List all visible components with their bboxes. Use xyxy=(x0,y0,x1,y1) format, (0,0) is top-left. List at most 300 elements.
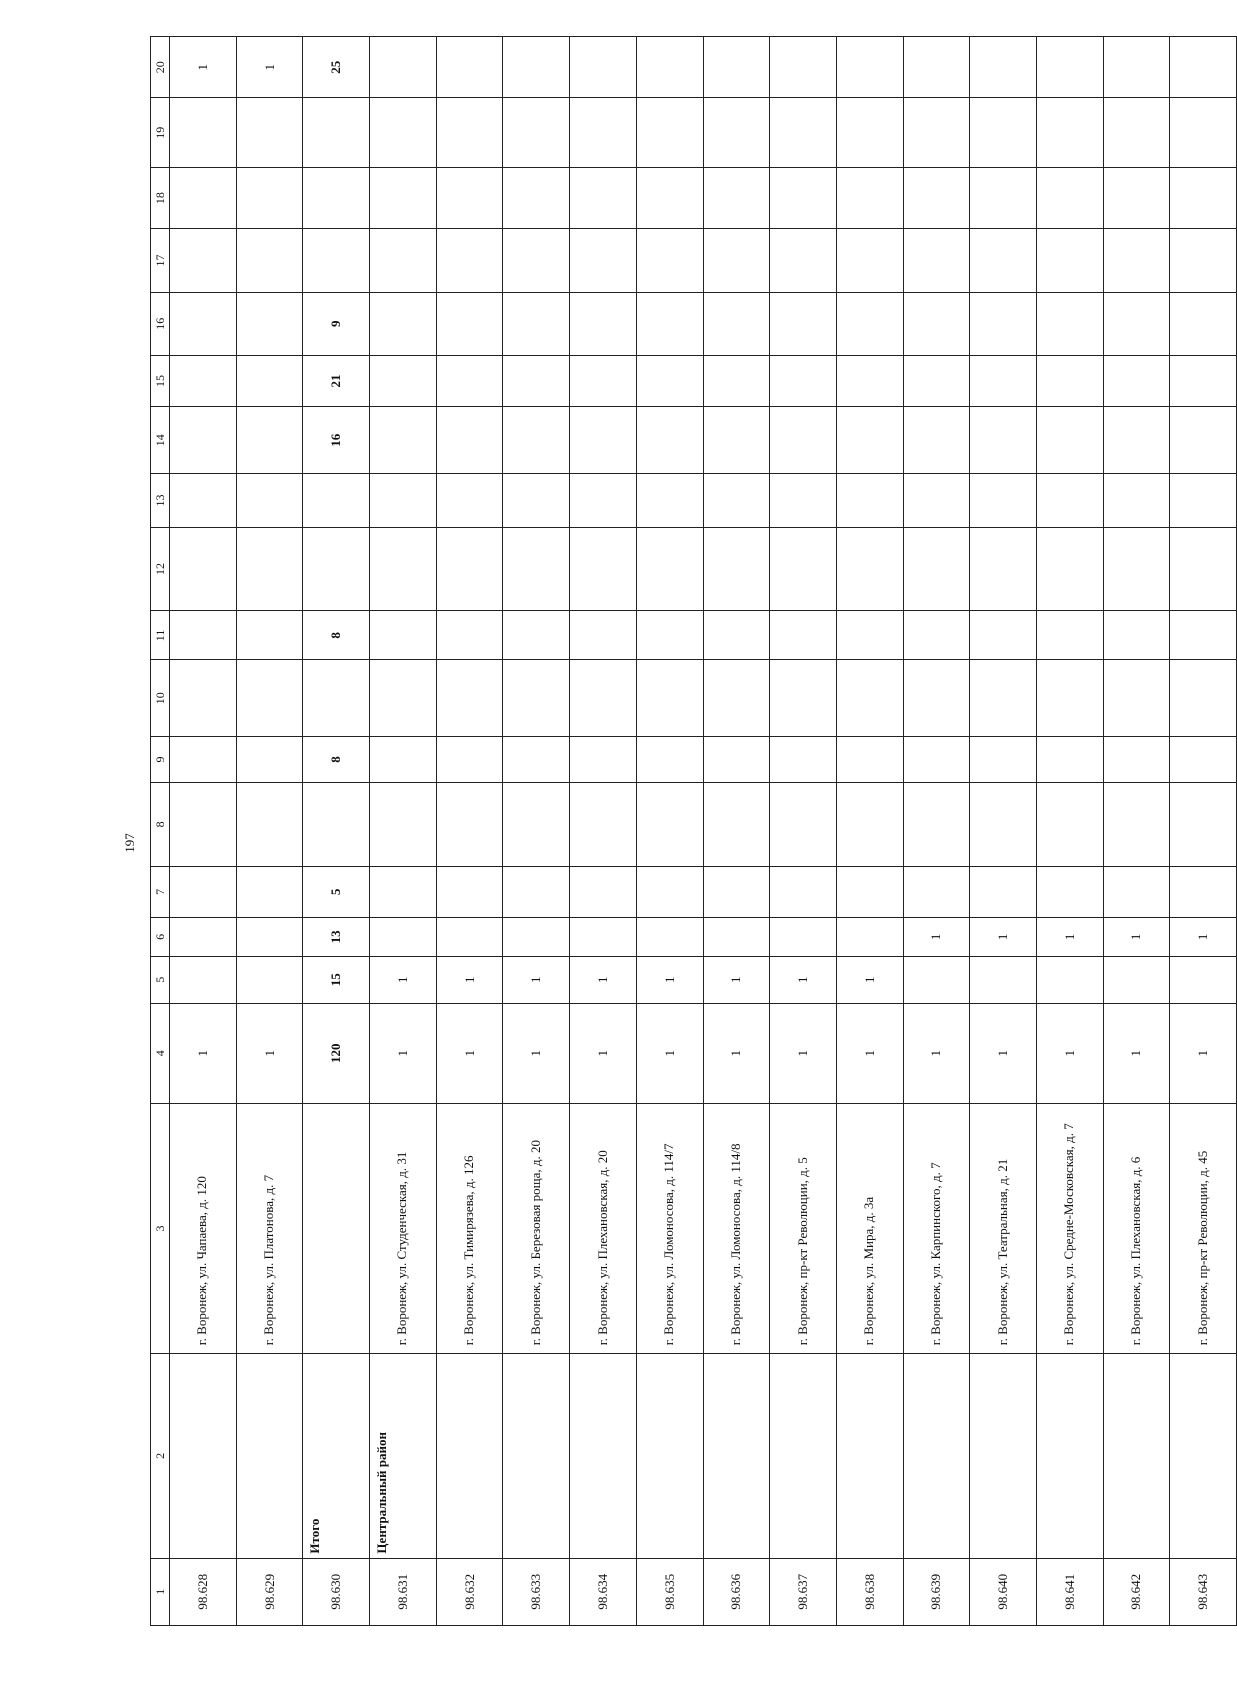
empty-cell-col-19 xyxy=(636,98,703,167)
value-cell-col-16 xyxy=(1036,292,1103,355)
value-cell-col-20 xyxy=(503,37,570,99)
value-cell-col-6: 13 xyxy=(303,917,370,956)
value-cell-col-11 xyxy=(370,611,437,660)
value-cell-col-6: 1 xyxy=(1170,917,1237,956)
value-cell-col-15: 21 xyxy=(303,355,370,406)
value-cell-col-16 xyxy=(436,292,503,355)
value-cell-col-7 xyxy=(1103,866,1170,917)
row-number: 98.631 xyxy=(370,1558,437,1625)
empty-cell-col-18 xyxy=(303,167,370,228)
value-cell-col-20 xyxy=(636,37,703,99)
table-row xyxy=(436,37,503,1626)
empty-cell-col-10 xyxy=(836,660,903,737)
empty-cell-col-13 xyxy=(636,474,703,527)
empty-cell-col-17 xyxy=(1036,229,1103,292)
value-cell-col-4: 1 xyxy=(836,1003,903,1103)
table-row xyxy=(1036,37,1103,1626)
value-cell-col-20: 25 xyxy=(303,37,370,99)
empty-cell-col-18 xyxy=(770,167,837,228)
empty-cell-col-13 xyxy=(170,474,237,527)
value-cell-col-15 xyxy=(1036,355,1103,406)
empty-cell-col-10 xyxy=(636,660,703,737)
empty-cell-col-8 xyxy=(770,783,837,867)
value-cell-col-6 xyxy=(770,917,837,956)
address-cell: г. Воронеж, ул. Карпинского, д. 7 xyxy=(903,1103,970,1353)
empty-cell-col-12 xyxy=(1036,527,1103,611)
value-cell-col-15 xyxy=(703,355,770,406)
value-cell-col-15 xyxy=(1170,355,1237,406)
empty-cell-col-13 xyxy=(1103,474,1170,527)
empty-cell-col-12 xyxy=(903,527,970,611)
district-cell xyxy=(1036,1354,1103,1558)
empty-cell-col-19 xyxy=(703,98,770,167)
address-cell: г. Воронеж, ул. Тимирязева, д. 126 xyxy=(436,1103,503,1353)
row-number: 98.640 xyxy=(970,1558,1037,1625)
address-cell: г. Воронеж, ул. Чапаева, д. 120 xyxy=(170,1103,237,1353)
empty-cell-col-13 xyxy=(970,474,1037,527)
empty-cell-col-19 xyxy=(370,98,437,167)
value-cell-col-20: 1 xyxy=(236,37,303,99)
value-cell-col-4: 1 xyxy=(636,1003,703,1103)
value-cell-col-6 xyxy=(370,917,437,956)
value-cell-col-14 xyxy=(770,407,837,474)
value-cell-col-20 xyxy=(436,37,503,99)
row-number: 98.639 xyxy=(903,1558,970,1625)
district-cell: Итого xyxy=(303,1354,370,1558)
value-cell-col-9: 8 xyxy=(303,737,370,783)
value-cell-col-16 xyxy=(570,292,637,355)
value-cell-col-14 xyxy=(703,407,770,474)
row-number: 98.632 xyxy=(436,1558,503,1625)
empty-cell-col-8 xyxy=(1036,783,1103,867)
table-row xyxy=(503,37,570,1626)
empty-cell-col-12 xyxy=(436,527,503,611)
value-cell-col-15 xyxy=(1103,355,1170,406)
empty-cell-col-19 xyxy=(970,98,1037,167)
value-cell-col-11 xyxy=(570,611,637,660)
value-cell-col-6: 1 xyxy=(970,917,1037,956)
empty-cell-col-13 xyxy=(236,474,303,527)
value-cell-col-9 xyxy=(636,737,703,783)
address-cell: г. Воронеж, ул. Мира, д. 3а xyxy=(836,1103,903,1353)
table-row xyxy=(303,37,370,1626)
value-cell-col-20 xyxy=(1170,37,1237,99)
table-row xyxy=(636,37,703,1626)
value-cell-col-6: 1 xyxy=(1103,917,1170,956)
table-row xyxy=(836,37,903,1626)
empty-cell-col-17 xyxy=(836,229,903,292)
district-cell xyxy=(170,1354,237,1558)
empty-cell-col-12 xyxy=(970,527,1037,611)
empty-cell-col-17 xyxy=(436,229,503,292)
value-cell-col-7 xyxy=(570,866,637,917)
empty-cell-col-10 xyxy=(703,660,770,737)
empty-cell-col-10 xyxy=(436,660,503,737)
empty-cell-col-8 xyxy=(370,783,437,867)
value-cell-col-4: 1 xyxy=(170,1003,237,1103)
value-cell-col-16 xyxy=(770,292,837,355)
value-cell-col-5 xyxy=(1103,956,1170,1003)
empty-cell-col-17 xyxy=(703,229,770,292)
value-cell-col-14 xyxy=(570,407,637,474)
empty-cell-col-19 xyxy=(570,98,637,167)
value-cell-col-11 xyxy=(703,611,770,660)
value-cell-col-9 xyxy=(903,737,970,783)
value-cell-col-6 xyxy=(703,917,770,956)
value-cell-col-4: 1 xyxy=(1170,1003,1237,1103)
empty-cell-col-18 xyxy=(1036,167,1103,228)
value-cell-col-7 xyxy=(636,866,703,917)
value-cell-col-5: 1 xyxy=(503,956,570,1003)
value-cell-col-11 xyxy=(636,611,703,660)
empty-cell-col-10 xyxy=(1036,660,1103,737)
empty-cell-col-10 xyxy=(236,660,303,737)
empty-cell-col-18 xyxy=(570,167,637,228)
value-cell-col-15 xyxy=(836,355,903,406)
value-cell-col-11 xyxy=(436,611,503,660)
empty-cell-col-17 xyxy=(370,229,437,292)
empty-cell-col-18 xyxy=(503,167,570,228)
row-number: 98.628 xyxy=(170,1558,237,1625)
value-cell-col-7 xyxy=(770,866,837,917)
empty-cell-col-17 xyxy=(1170,229,1237,292)
empty-cell-col-17 xyxy=(1103,229,1170,292)
empty-cell-col-13 xyxy=(903,474,970,527)
value-cell-col-7 xyxy=(503,866,570,917)
value-cell-col-6 xyxy=(503,917,570,956)
empty-cell-col-12 xyxy=(570,527,637,611)
empty-cell-col-17 xyxy=(503,229,570,292)
value-cell-col-11 xyxy=(1036,611,1103,660)
row-number: 98.636 xyxy=(703,1558,770,1625)
rotated-table-wrapper xyxy=(150,36,1235,1626)
value-cell-col-9 xyxy=(1036,737,1103,783)
district-cell xyxy=(436,1354,503,1558)
empty-cell-col-19 xyxy=(770,98,837,167)
value-cell-col-7 xyxy=(1036,866,1103,917)
value-cell-col-14 xyxy=(170,407,237,474)
value-cell-col-14: 16 xyxy=(303,407,370,474)
empty-cell-col-13 xyxy=(836,474,903,527)
district-cell xyxy=(903,1354,970,1558)
table-row xyxy=(1170,37,1237,1626)
value-cell-col-11 xyxy=(170,611,237,660)
value-cell-col-4: 1 xyxy=(1036,1003,1103,1103)
empty-cell-col-19 xyxy=(170,98,237,167)
empty-cell-col-10 xyxy=(303,660,370,737)
district-cell xyxy=(770,1354,837,1558)
value-cell-col-7 xyxy=(703,866,770,917)
empty-cell-col-12 xyxy=(636,527,703,611)
column-number: 2 xyxy=(151,1354,170,1558)
empty-cell-col-18 xyxy=(903,167,970,228)
empty-cell-col-18 xyxy=(970,167,1037,228)
column-number: 19 xyxy=(151,98,170,167)
column-number: 14 xyxy=(151,407,170,474)
empty-cell-col-18 xyxy=(236,167,303,228)
empty-cell-col-17 xyxy=(236,229,303,292)
value-cell-col-7 xyxy=(903,866,970,917)
value-cell-col-20 xyxy=(770,37,837,99)
column-number: 13 xyxy=(151,474,170,527)
empty-cell-col-19 xyxy=(303,98,370,167)
value-cell-col-16 xyxy=(1170,292,1237,355)
empty-cell-col-12 xyxy=(370,527,437,611)
value-cell-col-15 xyxy=(170,355,237,406)
empty-cell-col-12 xyxy=(1103,527,1170,611)
table-row xyxy=(970,37,1037,1626)
empty-cell-col-8 xyxy=(836,783,903,867)
value-cell-col-16 xyxy=(903,292,970,355)
empty-cell-col-13 xyxy=(370,474,437,527)
empty-cell-col-8 xyxy=(303,783,370,867)
value-cell-col-14 xyxy=(903,407,970,474)
value-cell-col-15 xyxy=(970,355,1037,406)
table-row xyxy=(370,37,437,1626)
value-cell-col-6: 1 xyxy=(903,917,970,956)
district-cell xyxy=(703,1354,770,1558)
empty-cell-col-12 xyxy=(836,527,903,611)
value-cell-col-9 xyxy=(1103,737,1170,783)
column-number: 11 xyxy=(151,611,170,660)
value-cell-col-9 xyxy=(1170,737,1237,783)
row-number: 98.638 xyxy=(836,1558,903,1625)
value-cell-col-6 xyxy=(570,917,637,956)
value-cell-col-9 xyxy=(570,737,637,783)
empty-cell-col-19 xyxy=(503,98,570,167)
column-number: 4 xyxy=(151,1003,170,1103)
value-cell-col-9 xyxy=(236,737,303,783)
value-cell-col-5 xyxy=(1170,956,1237,1003)
empty-cell-col-8 xyxy=(1170,783,1237,867)
column-number: 15 xyxy=(151,355,170,406)
value-cell-col-9 xyxy=(170,737,237,783)
value-cell-col-14 xyxy=(836,407,903,474)
value-cell-col-11 xyxy=(903,611,970,660)
table-row xyxy=(170,37,237,1626)
table-row xyxy=(570,37,637,1626)
value-cell-col-15 xyxy=(570,355,637,406)
column-number: 20 xyxy=(151,37,170,99)
empty-cell-col-17 xyxy=(570,229,637,292)
address-cell xyxy=(303,1103,370,1353)
empty-cell-col-13 xyxy=(1036,474,1103,527)
value-cell-col-14 xyxy=(636,407,703,474)
table-row xyxy=(236,37,303,1626)
value-cell-col-5: 1 xyxy=(436,956,503,1003)
empty-cell-col-8 xyxy=(703,783,770,867)
empty-cell-col-12 xyxy=(236,527,303,611)
empty-cell-col-12 xyxy=(703,527,770,611)
value-cell-col-6 xyxy=(436,917,503,956)
empty-cell-col-19 xyxy=(836,98,903,167)
value-cell-col-9 xyxy=(703,737,770,783)
empty-cell-col-13 xyxy=(703,474,770,527)
value-cell-col-16 xyxy=(236,292,303,355)
district-cell xyxy=(503,1354,570,1558)
value-cell-col-4: 1 xyxy=(1103,1003,1170,1103)
row-number: 98.643 xyxy=(1170,1558,1237,1625)
table-row xyxy=(770,37,837,1626)
value-cell-col-9 xyxy=(436,737,503,783)
value-cell-col-14 xyxy=(1170,407,1237,474)
table-row xyxy=(903,37,970,1626)
empty-cell-col-13 xyxy=(303,474,370,527)
value-cell-col-4: 1 xyxy=(570,1003,637,1103)
empty-cell-col-8 xyxy=(570,783,637,867)
value-cell-col-15 xyxy=(770,355,837,406)
empty-cell-col-8 xyxy=(1103,783,1170,867)
empty-cell-col-10 xyxy=(770,660,837,737)
value-cell-col-15 xyxy=(903,355,970,406)
column-number: 3 xyxy=(151,1103,170,1353)
value-cell-col-5: 1 xyxy=(636,956,703,1003)
value-cell-col-7 xyxy=(170,866,237,917)
value-cell-col-11 xyxy=(836,611,903,660)
empty-cell-col-8 xyxy=(170,783,237,867)
value-cell-col-16 xyxy=(1103,292,1170,355)
value-cell-col-4: 1 xyxy=(370,1003,437,1103)
value-cell-col-15 xyxy=(503,355,570,406)
value-cell-col-4: 1 xyxy=(903,1003,970,1103)
empty-cell-col-18 xyxy=(1170,167,1237,228)
empty-cell-col-17 xyxy=(770,229,837,292)
value-cell-col-7 xyxy=(436,866,503,917)
empty-cell-col-10 xyxy=(570,660,637,737)
empty-cell-col-17 xyxy=(303,229,370,292)
district-cell xyxy=(1103,1354,1170,1558)
value-cell-col-5: 15 xyxy=(303,956,370,1003)
address-cell: г. Воронеж, ул. Березовая роща, д. 20 xyxy=(503,1103,570,1353)
address-cell: г. Воронеж, ул. Ломоносова, д. 114/7 xyxy=(636,1103,703,1353)
empty-cell-col-19 xyxy=(236,98,303,167)
empty-cell-col-8 xyxy=(236,783,303,867)
table-row xyxy=(1103,37,1170,1626)
district-cell xyxy=(970,1354,1037,1558)
address-cell: г. Воронеж, пр-кт Революции, д. 45 xyxy=(1170,1103,1237,1353)
row-number: 98.629 xyxy=(236,1558,303,1625)
address-cell: г. Воронеж, ул. Ломоносова, д. 114/8 xyxy=(703,1103,770,1353)
value-cell-col-7 xyxy=(1170,866,1237,917)
empty-cell-col-10 xyxy=(970,660,1037,737)
value-cell-col-7 xyxy=(370,866,437,917)
column-number: 7 xyxy=(151,866,170,917)
value-cell-col-7 xyxy=(236,866,303,917)
value-cell-col-16 xyxy=(703,292,770,355)
value-cell-col-6: 1 xyxy=(1036,917,1103,956)
empty-cell-col-13 xyxy=(770,474,837,527)
value-cell-col-16 xyxy=(170,292,237,355)
empty-cell-col-12 xyxy=(770,527,837,611)
empty-cell-col-13 xyxy=(1170,474,1237,527)
column-number: 5 xyxy=(151,956,170,1003)
empty-cell-col-19 xyxy=(1036,98,1103,167)
value-cell-col-4: 1 xyxy=(703,1003,770,1103)
value-cell-col-4: 1 xyxy=(770,1003,837,1103)
data-table xyxy=(150,36,1237,1626)
value-cell-col-5 xyxy=(970,956,1037,1003)
value-cell-col-4: 1 xyxy=(503,1003,570,1103)
empty-cell-col-10 xyxy=(503,660,570,737)
empty-cell-col-18 xyxy=(836,167,903,228)
value-cell-col-7 xyxy=(836,866,903,917)
empty-cell-col-10 xyxy=(1103,660,1170,737)
value-cell-col-11 xyxy=(970,611,1037,660)
empty-cell-col-18 xyxy=(636,167,703,228)
value-cell-col-14 xyxy=(1036,407,1103,474)
value-cell-col-6 xyxy=(236,917,303,956)
value-cell-col-11 xyxy=(503,611,570,660)
address-cell: г. Воронеж, ул. Платонова, д. 7 xyxy=(236,1103,303,1353)
value-cell-col-7: 5 xyxy=(303,866,370,917)
column-number: 6 xyxy=(151,917,170,956)
empty-cell-col-17 xyxy=(970,229,1037,292)
value-cell-col-9 xyxy=(503,737,570,783)
value-cell-col-4: 1 xyxy=(970,1003,1037,1103)
address-cell: г. Воронеж, пр-кт Революции, д. 5 xyxy=(770,1103,837,1353)
value-cell-col-5: 1 xyxy=(836,956,903,1003)
value-cell-col-20 xyxy=(836,37,903,99)
empty-cell-col-13 xyxy=(503,474,570,527)
value-cell-col-16 xyxy=(503,292,570,355)
district-cell: Центральный район xyxy=(370,1354,437,1558)
empty-cell-col-10 xyxy=(370,660,437,737)
value-cell-col-16 xyxy=(836,292,903,355)
value-cell-col-5 xyxy=(903,956,970,1003)
empty-cell-col-12 xyxy=(503,527,570,611)
value-cell-col-20 xyxy=(370,37,437,99)
row-number: 98.634 xyxy=(570,1558,637,1625)
value-cell-col-4: 120 xyxy=(303,1003,370,1103)
empty-cell-col-8 xyxy=(636,783,703,867)
address-cell: г. Воронеж, ул. Студенческая, д. 31 xyxy=(370,1103,437,1353)
value-cell-col-16 xyxy=(636,292,703,355)
value-cell-col-15 xyxy=(370,355,437,406)
row-number: 98.630 xyxy=(303,1558,370,1625)
empty-cell-col-8 xyxy=(970,783,1037,867)
row-number: 98.635 xyxy=(636,1558,703,1625)
value-cell-col-16 xyxy=(970,292,1037,355)
column-number: 1 xyxy=(151,1558,170,1625)
empty-cell-col-8 xyxy=(503,783,570,867)
empty-cell-col-18 xyxy=(170,167,237,228)
empty-cell-col-12 xyxy=(1170,527,1237,611)
empty-cell-col-8 xyxy=(436,783,503,867)
empty-cell-col-13 xyxy=(436,474,503,527)
empty-cell-col-19 xyxy=(436,98,503,167)
value-cell-col-9 xyxy=(970,737,1037,783)
empty-cell-col-19 xyxy=(1170,98,1237,167)
value-cell-col-6 xyxy=(170,917,237,956)
address-cell: г. Воронеж, ул. Плехановская, д. 6 xyxy=(1103,1103,1170,1353)
value-cell-col-20 xyxy=(1103,37,1170,99)
value-cell-col-14 xyxy=(436,407,503,474)
empty-cell-col-13 xyxy=(570,474,637,527)
empty-cell-col-19 xyxy=(903,98,970,167)
value-cell-col-11 xyxy=(770,611,837,660)
value-cell-col-14 xyxy=(236,407,303,474)
value-cell-col-20 xyxy=(1036,37,1103,99)
column-number: 8 xyxy=(151,783,170,867)
address-cell: г. Воронеж, ул. Театральная, д. 21 xyxy=(970,1103,1037,1353)
value-cell-col-16 xyxy=(370,292,437,355)
empty-cell-col-17 xyxy=(636,229,703,292)
empty-cell-col-10 xyxy=(903,660,970,737)
value-cell-col-7 xyxy=(970,866,1037,917)
value-cell-col-14 xyxy=(503,407,570,474)
value-cell-col-20 xyxy=(570,37,637,99)
value-cell-col-5 xyxy=(170,956,237,1003)
